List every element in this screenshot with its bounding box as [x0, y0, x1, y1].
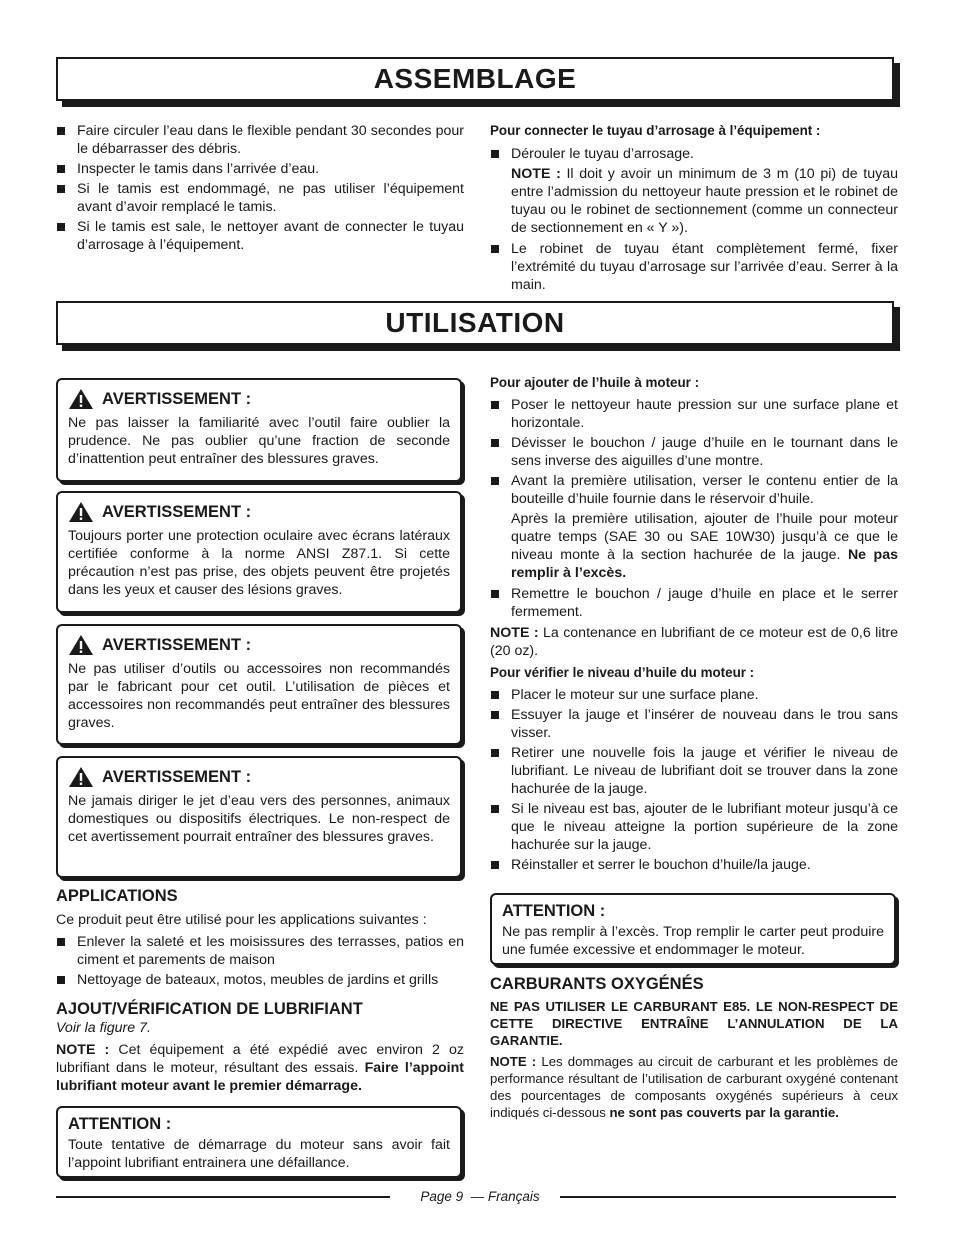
- list-item: Réinstaller et serrer le bouchon d’huile/la jauge.: [490, 856, 898, 874]
- carburants-section: [490, 974, 898, 1121]
- list-item: Avant la première utilisation, verser le contenu entier de la bouteille d’huile fournie dans le réservoir d’huile.: [490, 472, 898, 508]
- warning-triangle-icon: [68, 388, 94, 410]
- note-text: La contenance en lubrifiant de ce moteur est de 0,6 litre (20 oz).: [490, 625, 898, 659]
- warning-heading: [68, 388, 450, 410]
- footer-rule-left: [56, 1196, 390, 1198]
- warning-label: AVERTISSEMENT :: [102, 768, 252, 786]
- warning-triangle-icon: [68, 634, 94, 656]
- attention-box-left: [56, 1106, 462, 1178]
- list-item: [490, 145, 898, 163]
- note-text: Il doit y avoir un minimum de 3 m (10 pi) de tuyau entre l’admission du nettoyeur haute pression et le robinet de tuyau ou le robinet de sectionnement (comme un connecteur de sectionnement en « Y »).: [511, 166, 898, 236]
- list-item: Le robinet de tuyau étant complètement fermé, fixer l’extrémité du tuyau d’arrosage sur l’arrivée d’eau. Serrer à la main.: [490, 240, 898, 294]
- warning-text: Ne pas utiliser d’outils ou accessoires non recommandés par le fabricant pour cet outil. L’utilisation de pièces et accessoires non recommandés peut entraîner des blessures graves.: [68, 661, 450, 731]
- applications-list: [56, 933, 464, 989]
- carburants-heading: CARBURANTS OXYGÉNÉS: [490, 975, 704, 993]
- list-item: Faire circuler l’eau dans le flexible pendant 30 secondes pour le débarrasser des débris.: [56, 122, 464, 158]
- warning-box-2: [56, 491, 462, 613]
- list-item: Si le tamis est endommagé, ne pas utiliser l’équipement avant d’avoir remplacé le tamis.: [56, 180, 464, 216]
- note-emphasis: ne sont pas couverts par la garantie.: [609, 1105, 839, 1120]
- page-number: Page 9: [420, 1189, 464, 1204]
- check-oil-list: [490, 686, 898, 874]
- add-oil-list-2: [490, 585, 898, 621]
- note-label: NOTE :: [56, 1042, 110, 1058]
- add-oil-list: [490, 396, 898, 508]
- oil-section: [490, 374, 898, 876]
- warning-triangle-icon: [68, 501, 94, 523]
- warning-heading: [68, 634, 450, 656]
- assemblage-title: ASSEMBLAGE: [56, 57, 894, 101]
- applications-section: [56, 886, 464, 1095]
- list-item: Inspecter le tamis dans l’arrivée d’eau.: [56, 160, 464, 178]
- applications-heading: APPLICATIONS: [56, 887, 178, 905]
- warning-heading: [68, 766, 450, 788]
- note-text: Cet équipement a été expédié avec environ 2 oz lubrifiant dans le moteur, résultant des essais.: [56, 1042, 464, 1076]
- hose-note: [490, 165, 898, 237]
- footer-rule-right: [560, 1196, 896, 1198]
- list-item: Placer le moteur sur une surface plane.: [490, 686, 898, 704]
- list-item: Essuyer la jauge et l’insérer de nouveau dans le trou sans visser.: [490, 706, 898, 742]
- warning-text: Ne jamais diriger le jet d’eau vers des personnes, animaux domestiques ou dispositifs électriques. Le non-respect de cet avertissement pourrait entraîner des blessures graves.: [68, 793, 450, 845]
- list-item: Si le tamis est sale, le nettoyer avant de connecter le tuyau d’arrosage à l’équipement.: [56, 218, 464, 254]
- note-label: NOTE :: [511, 166, 561, 182]
- warning-box-4: [56, 756, 462, 878]
- assemblage-left-column: [56, 122, 464, 256]
- list-item-text: Dérouler le tuyau d’arrosage.: [511, 146, 694, 162]
- connect-hose-list: [490, 145, 898, 163]
- list-item: Dévisser le bouchon / jauge d’huile en le tournant dans le sens inverse des aiguilles d’une montre.: [490, 434, 898, 470]
- after-emphasis: Ne pas remplir à l’excès.: [511, 547, 898, 581]
- attention-label: ATTENTION :: [502, 902, 606, 920]
- warning-label: AVERTISSEMENT :: [102, 503, 252, 521]
- note-label: NOTE :: [490, 1054, 537, 1069]
- warning-box-1: [56, 378, 462, 482]
- lubrifiant-heading: AJOUT/VÉRIFICATION DE LUBRIFIANT: [56, 1000, 363, 1018]
- list-item: Enlever la saleté et les moisissures des terrasses, patios en ciment et parements de maison: [56, 933, 464, 969]
- list-item: Nettoyage de bateaux, motos, meubles de jardins et grills: [56, 971, 464, 989]
- figure-reference: Voir la figure 7.: [56, 1020, 151, 1036]
- warning-text: Ne pas laisser la familiarité avec l’outil faire oublier la prudence. Ne pas oublier qu’une fraction de seconde d’inattention peut entraîner des blessures graves.: [68, 415, 450, 467]
- note-text: Les dommages au circuit de carburant et les problèmes de performance résultant de l’utilisation de carburant oxygéné contenant des pourcentages de composants oxygénés supérieurs à ceux indiqués ci-dessous: [490, 1054, 898, 1120]
- check-oil-heading: Pour vérifier le niveau d’huile du moteur :: [490, 665, 755, 680]
- connect-hose-heading: Pour connecter le tuyau d’arrosage à l’équipement :: [490, 123, 821, 138]
- note-emphasis: Faire l’appoint lubrifiant moteur avant le premier démarrage.: [56, 1060, 464, 1094]
- list-item: Poser le nettoyeur haute pression sur une surface plane et horizontale.: [490, 396, 898, 432]
- lubrifiant-note: [56, 1041, 464, 1095]
- utilisation-title: UTILISATION: [56, 301, 894, 345]
- assemblage-right-column: [490, 122, 898, 296]
- list-item: Remettre le bouchon / jauge d’huile en place et le serrer fermement.: [490, 585, 898, 621]
- warning-heading: [68, 501, 450, 523]
- language-label: — Français: [470, 1189, 540, 1204]
- capacity-note: [490, 624, 898, 660]
- note-label: NOTE :: [490, 625, 539, 641]
- assemblage-bullet-list: [56, 122, 464, 254]
- warning-label: AVERTISSEMENT :: [102, 390, 252, 408]
- warning-label: AVERTISSEMENT :: [102, 636, 252, 654]
- carburants-note: [490, 1053, 898, 1121]
- after-text: Après la première utilisation, ajouter de l’huile pour moteur quatre temps (SAE 30 ou SAE 10W30) jusqu’à ce que le niveau monte à la section hachurée de la jauge.: [511, 511, 898, 563]
- after-first-use: [490, 510, 898, 582]
- attention-text: Ne pas remplir à l’excès. Trop remplir le carter peut produire une fumée excessive et endommager le moteur.: [502, 924, 884, 958]
- warning-text: Toujours porter une protection oculaire avec écrans latéraux certifiée conforme à la norme ANSI Z87.1. Si cette précaution n’est pas prise, des objets peuvent être projetés dans les yeux et causer des lésions graves.: [68, 528, 450, 598]
- list-item: Retirer une nouvelle fois la jauge et vérifier le niveau de lubrifiant. Le niveau de lubrifiant doit se trouver dans la zone hachurée de la jauge.: [490, 744, 898, 798]
- applications-intro: Ce produit peut être utilisé pour les applications suivantes :: [56, 912, 427, 928]
- attention-box-right: [490, 893, 896, 965]
- connect-hose-list-2: [490, 240, 898, 294]
- warning-box-3: [56, 624, 462, 745]
- add-oil-heading: Pour ajouter de l’huile à moteur :: [490, 375, 700, 390]
- list-item: Si le niveau est bas, ajouter de le lubrifiant moteur jusqu’à ce que le niveau atteigne la portion supérieure de la zone hachurée sur la jauge.: [490, 800, 898, 854]
- page-footer: [400, 1188, 560, 1206]
- e85-warning: NE PAS UTILISER LE CARBURANT E85. LE NON-RESPECT DE CETTE DIRECTIVE ENTRAÎNE L’ANNULATION DE LA GARANTIE.: [490, 999, 898, 1048]
- attention-text: Toute tentative de démarrage du moteur sans avoir fait l’appoint lubrifiant entrainera une défaillance.: [68, 1137, 450, 1171]
- attention-label: ATTENTION :: [68, 1115, 172, 1133]
- warning-triangle-icon: [68, 766, 94, 788]
